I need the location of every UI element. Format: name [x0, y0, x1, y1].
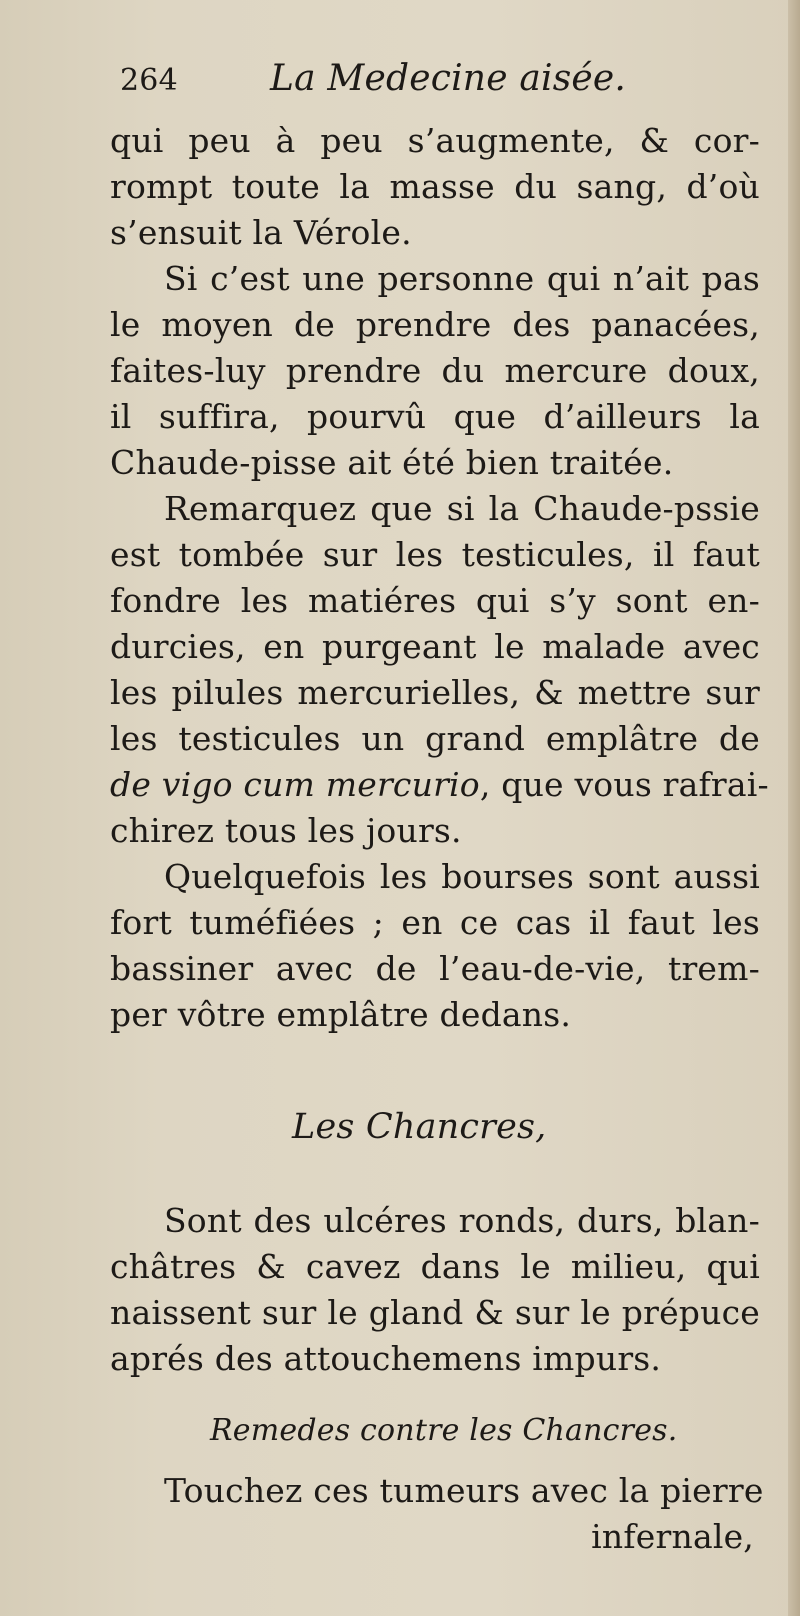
sub-heading: Remedes contre les Chancres.: [210, 1413, 678, 1448]
latin-phrase: de vigo cum mercurio: [110, 765, 480, 804]
page-number: 264: [120, 63, 178, 98]
text-line: les pilules mercurielles, & mettre sur: [110, 673, 760, 712]
text-line: Si c’est une personne qui n’ait pas: [164, 259, 760, 298]
paragraph-2: [110, 256, 760, 486]
text-line: bassiner avec de l’eau-de-vie, trem-: [110, 949, 760, 988]
running-title: La Medecine aisée.: [270, 58, 627, 99]
text-line: qui peu à peu s’augmente, & cor-: [110, 121, 760, 160]
text-line: le moyen de prendre des panacées,: [110, 305, 760, 344]
text-line: les testicules un grand emplâtre de: [110, 719, 760, 758]
text-line: Sont des ulcéres ronds, durs, blan-: [164, 1201, 760, 1240]
text-line: châtres & cavez dans le milieu, qui: [110, 1247, 760, 1286]
text-line: est tombée sur les testicules, il faut: [110, 535, 760, 574]
section-heading: Les Chancres,: [292, 1107, 547, 1147]
text-line: s’ensuit la Vérole.: [110, 213, 412, 252]
text-line: fort tuméfiées ; en ce cas il faut les: [110, 903, 760, 942]
text-line: Remarquez que si la Chaude-pssie: [164, 489, 760, 528]
text-line: fondre les matiéres qui s’y sont en-: [110, 581, 760, 620]
text-line: faites-luy prendre du mercure doux,: [110, 351, 760, 390]
text-line: Chaude-pisse ait été bien traitée.: [110, 443, 674, 482]
text-line: naissent sur le gland & sur le prépuce: [110, 1293, 760, 1332]
text-line: il suffira, pourvû que d’ailleurs la: [110, 397, 760, 436]
running-header: [110, 56, 760, 118]
paragraph-5: [110, 1198, 760, 1382]
text-line: per vôtre emplâtre dedans.: [110, 995, 572, 1034]
text-line: rompt toute la masse du sang, d’où: [110, 167, 760, 206]
page-text-block: [110, 56, 769, 1560]
page-edge-shadow: [788, 0, 800, 1616]
text-fragment: , que vous rafrai-: [479, 765, 769, 804]
text-line: Touchez ces tumeurs avec la pierre: [164, 1471, 764, 1510]
text-line: aprés des attouchemens impurs.: [110, 1339, 662, 1378]
text-line-mixed: [110, 762, 769, 808]
text-line: durcies, en purgeant le malade avec: [110, 627, 760, 666]
catchword: infernale,: [591, 1517, 754, 1556]
paragraph-4: [110, 854, 760, 1038]
paragraph-6: [110, 1468, 764, 1560]
paragraph-3: [110, 486, 769, 854]
paragraph-1: [110, 118, 760, 256]
text-line: chirez tous les jours.: [110, 811, 462, 850]
text-line: Quelquefois les bourses sont aussi: [164, 857, 760, 896]
